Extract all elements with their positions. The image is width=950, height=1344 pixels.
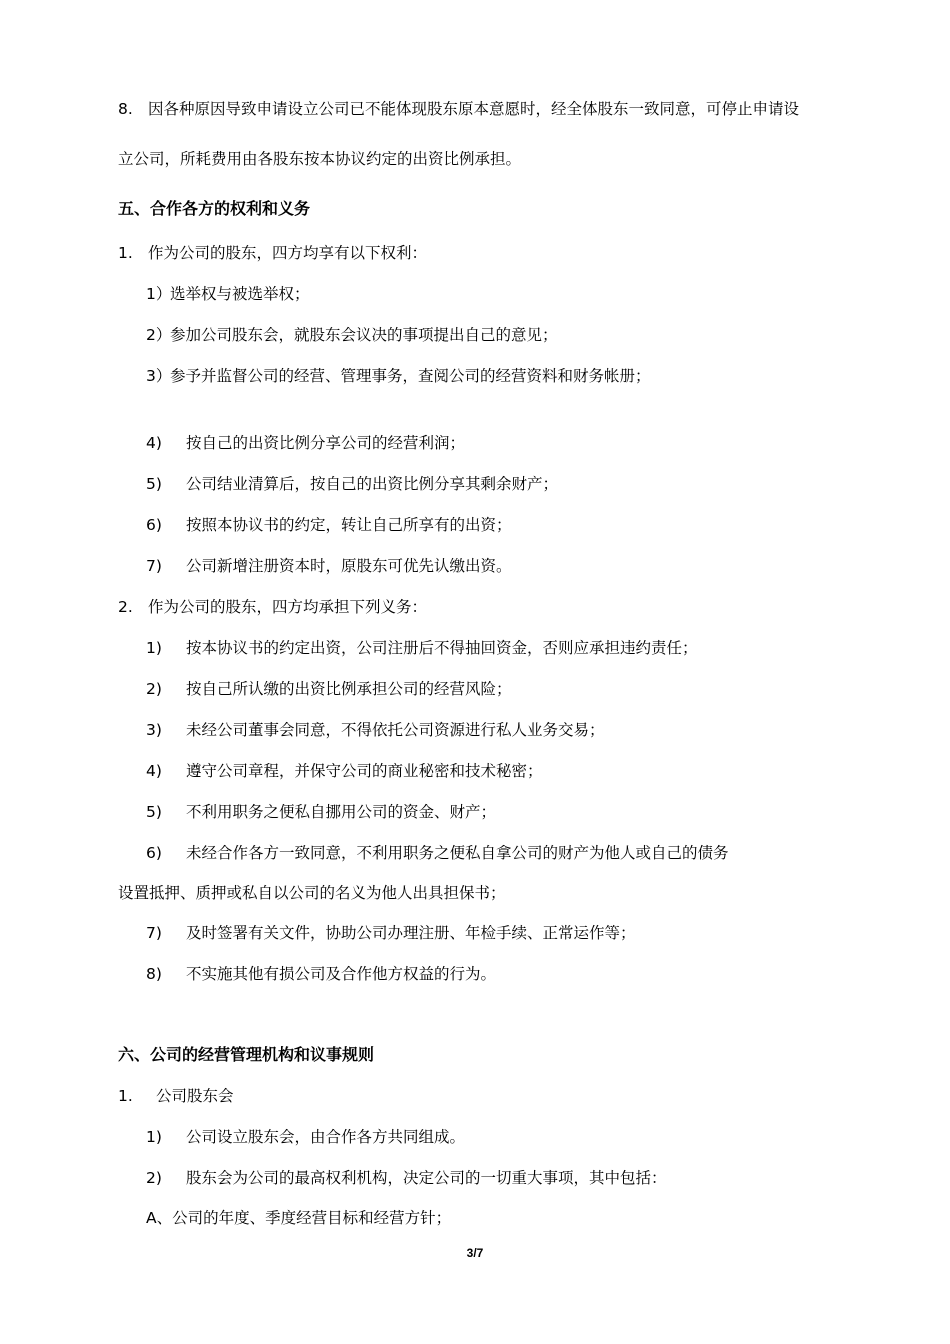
subitem-text: 股东会为公司的最高权利机构，决定公司的一切重大事项，其中包括：: [186, 1169, 667, 1187]
item-number: 2.: [118, 598, 133, 616]
item-text: 公司股东会: [156, 1087, 234, 1105]
rights-text: 公司新增注册资本时，原股东可优先认缴出资。: [186, 557, 512, 575]
section-6-title: 六、公司的经营管理机构和议事规则: [118, 1045, 375, 1064]
item-text: 作为公司的股东，四方均享有以下权利：: [148, 244, 428, 262]
rights-text: 选举权与被选举权；: [170, 285, 310, 303]
duties-number: 8): [146, 965, 162, 983]
section-5-title: 五、合作各方的权利和义务: [118, 199, 311, 218]
rights-number: 2）: [146, 326, 172, 344]
duties-number: 4): [146, 762, 162, 780]
page-number: 3/7: [466, 1246, 484, 1260]
duties-text: 未经合作各方一致同意，不利用职务之便私自拿公司的财产为他人或自己的债务: [186, 844, 729, 862]
item-number: 1.: [118, 1087, 133, 1105]
duties-text: 未经公司董事会同意，不得依托公司资源进行私人业务交易；: [186, 721, 605, 739]
subitem-text: 公司设立股东会，由合作各方共同组成。: [186, 1128, 466, 1146]
rights-text: 参加公司股东会，就股东会议决的事项提出自己的意见；: [170, 326, 558, 344]
duties-number: 1): [146, 639, 162, 657]
duties-text: 遵守公司章程，并保守公司的商业秘密和技术秘密；: [186, 762, 543, 780]
duties-number: 3): [146, 721, 162, 739]
duties-number: 2): [146, 680, 162, 698]
subitem-number: 2): [146, 1169, 162, 1187]
duties-text: 按自己所认缴的出资比例承担公司的经营风险；: [186, 680, 512, 698]
rights-text: 按自己的出资比例分享公司的经营利润；: [186, 434, 466, 452]
subitem-number: 1): [146, 1128, 162, 1146]
rights-number: 5): [146, 475, 162, 493]
rights-number: 1）: [146, 285, 172, 303]
duties-text-cont: 设置抵押、质押或私自以公司的名义为他人出具担保书；: [118, 884, 506, 902]
clause-8-text-cont: 立公司，所耗费用由各股东按本协议约定的出资比例承担。: [118, 150, 522, 168]
duties-text: 不利用职务之便私自挪用公司的资金、财产；: [186, 803, 497, 821]
item-text: 作为公司的股东，四方均承担下列义务：: [148, 598, 428, 616]
duties-number: 5): [146, 803, 162, 821]
duties-text: 不实施其他有损公司及合作他方权益的行为。: [186, 965, 497, 983]
duties-text: 及时签署有关文件，协助公司办理注册、年检手续、正常运作等；: [186, 924, 636, 942]
rights-text: 参予并监督公司的经营、管理事务，查阅公司的经营资料和财务帐册；: [170, 367, 651, 385]
duties-number: 6): [146, 844, 162, 862]
rights-number: 7): [146, 557, 162, 575]
rights-number: 3）: [146, 367, 172, 385]
rights-text: 按照本协议书的约定，转让自己所享有的出资；: [186, 516, 512, 534]
clause-8-number: 8.: [118, 100, 133, 118]
rights-text: 公司结业清算后，按自己的出资比例分享其剩余财产；: [186, 475, 559, 493]
clause-8-text: 因各种原因导致申请设立公司已不能体现股东原本意愿时，经全体股东一致同意，可停止申请设: [148, 100, 800, 118]
duties-number: 7): [146, 924, 162, 942]
rights-number: 4): [146, 434, 162, 452]
item-number: 1.: [118, 244, 133, 262]
item-a-text: A、公司的年度、季度经营目标和经营方针；: [146, 1209, 452, 1227]
duties-text: 按本协议书的约定出资，公司注册后不得抽回资金，否则应承担违约责任；: [186, 639, 698, 657]
rights-number: 6): [146, 516, 162, 534]
